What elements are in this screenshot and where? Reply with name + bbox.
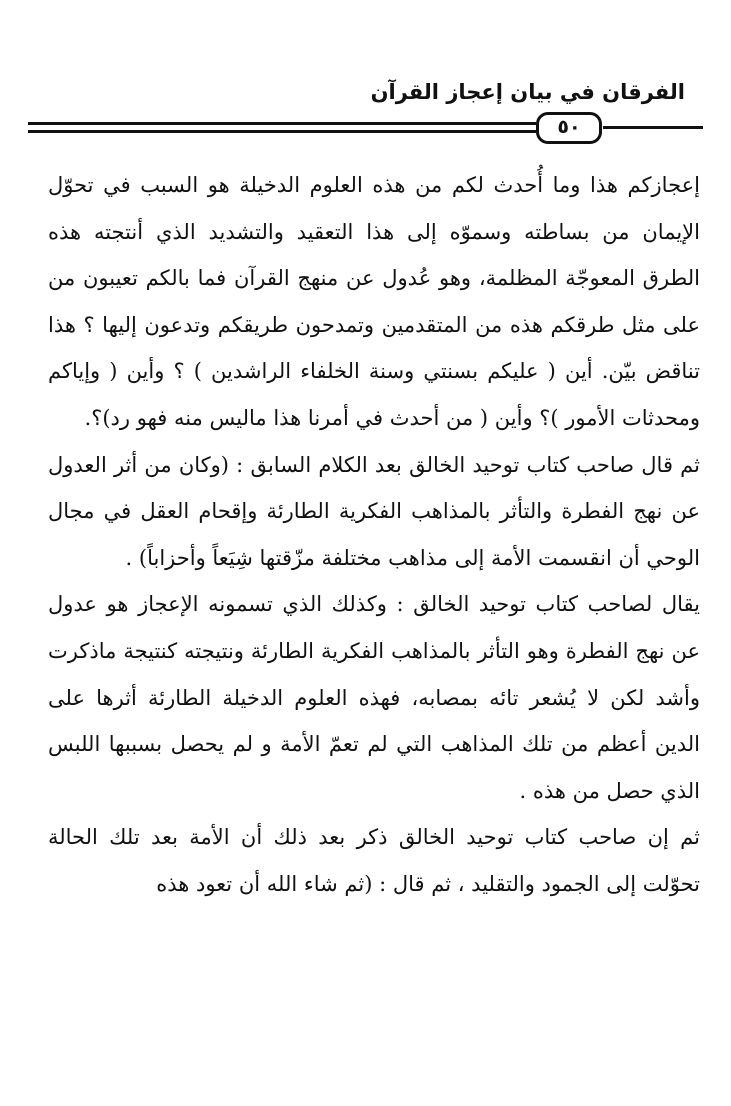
page-body xyxy=(48,162,700,908)
header-rule-bottom xyxy=(28,130,536,133)
header-rule-right xyxy=(603,126,703,129)
paragraph-4: ثم إن صاحب كتاب توحيد الخالق ذكر بعد ذلك أن الأمة بعد تلك الحالة تحوّلت إلى الجمود والتقليد ، ثم قال : (ثم شاء الله أن تعود هذه xyxy=(48,825,700,896)
running-header-title: الفرقان في بيان إعجاز القرآن xyxy=(370,80,685,104)
paragraph-2: ثم قال صاحب كتاب توحيد الخالق بعد الكلام السابق : (وكان من أثر العدول عن نهج الفطرة والتأثر بالمذاهب الفكرية الطارئة وإقحام العقل في مجال الوحي أن انقسمت الأمة إلى مذاهب مختلفة مزّقتها شِيَعاً وأحزاباً) . xyxy=(48,452,700,570)
paragraph-3: يقال لصاحب كتاب توحيد الخالق : وكذلك الذي تسمونه الإعجاز هو عدول عن نهج الفطرة وهو التأثر بالمذاهب الفكرية الطارئة ونتيجته كنتيجة ماذكرت وأشد لكن لا يُشعر تائه بمصابه، فهذه العلوم الدخيلة الطارئة أثرها على الدين أعظم من تلك المذاهب التي لم تعمّ الأمة و لم يحصل بسببها اللبس الذي حصل من هذه . xyxy=(48,592,700,803)
header-rule-top xyxy=(28,122,536,125)
paragraph-1: إعجازكم هذا وما أُحدث لكم من هذه العلوم الدخيلة هو السبب في تحوّل الإيمان من بساطته وسموّه إلى هذا التعقيد والتشديد الذي أنتجته هذه الطرق المعوجّة المظلمة، وهو عُدول عن منهج القرآن فما بالكم تعيبون من على مثل طرقكم هذه من المتقدمين وتمدحون طريقكم وتدعون إليها ؟ هذا تناقض بيّن. أين ( عليكم بسنتي وسنة الخلفاء الراشدين ) ؟ وأين ( وإياكم ومحدثات الأمور )؟ وأين ( من أحدث في أمرنا هذا ماليس منه فهو رد)؟. xyxy=(48,173,700,430)
page-number: ٥٠ xyxy=(536,112,602,144)
